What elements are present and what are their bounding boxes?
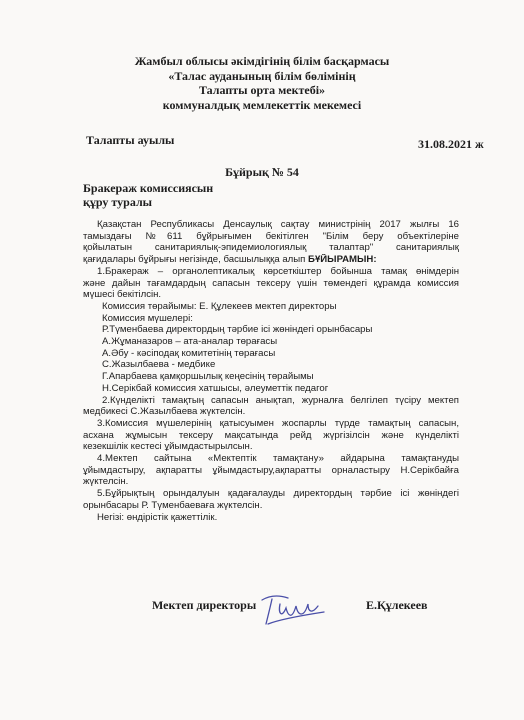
intro-line-4 xyxy=(83,254,459,266)
paragraph-3-line-3: кезекшілік кестесі ұйымдастырылсын. xyxy=(83,441,253,453)
basis-line: Негізі: өндірістік қажеттілік. xyxy=(97,511,218,523)
paragraph-3-line-2: асхана жұмысын тексеру мақсатында рейд жүргізілсін және күнделікті xyxy=(83,429,459,441)
signatory-role: Мектеп директоры xyxy=(152,598,257,612)
paragraph-5-line-2: орынбасары Р. Түменбаеваға жүктелсін. xyxy=(83,499,263,511)
commission-member-2: А.Жұманазаров – ата-аналар төрағасы xyxy=(102,336,278,348)
intro-line-3: қойылатын санитариялық-эпидемиологиялық талаптар" санитариялық xyxy=(83,242,459,254)
intro-line-4-text: қағидалары бұйрығы негізінде, басшылыққа алып xyxy=(83,254,309,266)
letterhead-line-1: Жамбыл облысы әкімдігінің білім басқармасы xyxy=(134,54,390,68)
handwritten-signature xyxy=(258,590,328,630)
paragraph-2-line-1: 2.Күнделікті тамақтың сапасын анықтап, журналға белгілеп түсіру мектеп xyxy=(102,394,459,406)
signatory-name: Е.Құлекеев xyxy=(366,598,428,612)
letterhead-line-2: «Талас ауданының білім бөлімінің xyxy=(168,68,356,83)
order-body xyxy=(83,219,459,523)
order-number: Бұйрық № 54 xyxy=(225,165,299,179)
document-date: 31.08.2021 ж xyxy=(418,137,484,151)
paragraph-5-line-1: 5.Бұйрықтың орындалуын қадағалауды директордың тәрбие ісі жөніндегі xyxy=(97,488,459,500)
commission-member-1: Р.Түменбаева директордың тәрбие ісі жөніндегі орынбасары xyxy=(102,324,373,336)
paragraph-1-line-2: және дайын тағамдардың сапасын тексеру үшін төмендегі құрамда комиссия xyxy=(83,277,459,289)
commission-members-title: Комиссия мүшелері: xyxy=(102,312,193,324)
commission-member-5: Г.Апарбаева қамқоршылық кеңесінің төрайымы xyxy=(102,371,314,383)
commission-member-3: А.Әбу - кәсіподақ комитетінің төрағасы xyxy=(102,347,276,359)
commission-member-6: Н.Серікбай комиссия хатшысы, әлеуметтік педагог xyxy=(102,382,329,394)
order-command: БҰЙЫРАМЫН: xyxy=(308,254,377,266)
letterhead-line-4: коммуналдық мемлекеттік мекемесі xyxy=(162,97,362,112)
letterhead-line-3: Талапты орта мектебі» xyxy=(198,83,326,97)
place-name: Талапты ауылы xyxy=(86,133,175,147)
paragraph-1-line-1: 1.Бракераж – органолептикалық көрсеткіштер бойынша тамақ өнімдерін xyxy=(97,265,459,277)
commission-chair: Комиссия төрайымы: Е. Құлекеев мектеп директоры xyxy=(102,300,337,312)
paragraph-4-line-2: ұйымдастыру, ақпаратты ұйымдастыру,ақпаратты орналастыру Н.Серікбайға xyxy=(83,464,459,476)
paragraph-4-line-3: жүктелсін. xyxy=(83,476,129,488)
letterhead xyxy=(0,54,524,112)
intro-line-1: Қазақстан Республикасы Денсаулық сақтау министрінің 2017 жылғы 16 xyxy=(97,219,459,230)
paragraph-3-line-1: 3.Комиссия мүшелерінің қатысуымен жоспарлы түрде тамақтың сапасын, xyxy=(97,417,459,429)
commission-member-4: С.Жазылбаева - медбике xyxy=(102,359,216,371)
subject-line-1: Бракераж комиссиясын xyxy=(83,181,214,195)
paragraph-2-line-2: медбикесі С.Жазылбаева жүктелсін. xyxy=(83,406,246,418)
order-subject xyxy=(83,182,213,209)
intro-line-2: тамыздағы №611 бұйрығымен бекітілген "Білім беру объектілеріне xyxy=(83,230,459,242)
subject-line-2: құру туралы xyxy=(83,194,153,209)
paragraph-1-line-3: мүшесі бекітілсін. xyxy=(83,289,162,301)
paragraph-4-line-1: 4.Мектеп сайтына «Мектептік тамақтану» айдарына тамақтануды xyxy=(97,453,459,465)
